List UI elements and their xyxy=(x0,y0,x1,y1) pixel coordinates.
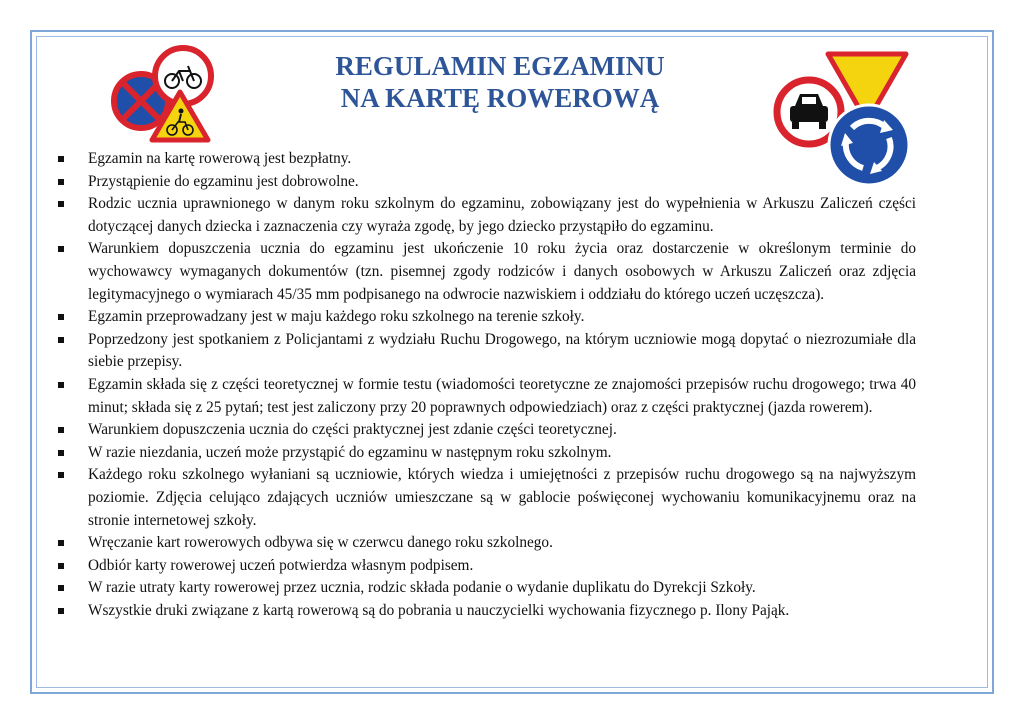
list-item: Przystąpienie do egzaminu jest dobrowolne. xyxy=(58,171,916,194)
list-item: W razie utraty karty rowerowej przez ucznia, rodzic składa podanie o wydanie duplikatu do Dyrekcji Szkoły. xyxy=(58,577,916,600)
bullet-icon xyxy=(58,450,64,456)
bullet-icon xyxy=(58,427,64,433)
list-item: Warunkiem dopuszczenia ucznia do egzaminu jest ukończenie 10 roku życia oraz dostarczenie w określonym terminie do wychowawcy wymaganych dokumentów (tzn. pisemnej zgody rodziców i danych osobowych w Arkuszu Zaliczeń oraz zdjęcia legitymacyjnego o wymiarach 45/35 mm podpisanego na odwrocie nazwiskiem i oddziału do którego uczeń uczęszcza). xyxy=(58,238,916,306)
list-item: Warunkiem dopuszczenia ucznia do części praktycznej jest zdanie części teoretycznej. xyxy=(58,419,916,442)
rules-list xyxy=(58,148,916,622)
list-item: Egzamin na kartę rowerową jest bezpłatny. xyxy=(58,148,916,171)
page-title xyxy=(250,50,750,114)
bullet-icon xyxy=(58,585,64,591)
bullet-icon xyxy=(58,382,64,388)
bullet-icon xyxy=(58,314,64,320)
bullet-icon xyxy=(58,201,64,207)
bullet-icon xyxy=(58,472,64,478)
list-item: Odbiór karty rowerowej uczeń potwierdza własnym podpisem. xyxy=(58,555,916,578)
list-item: Rodzic ucznia uprawnionego w danym roku szkolnym do egzaminu, zobowiązany jest do wypełnienia w Arkuszu Zaliczeń części dotyczącej danych dziecka i zaznaczenia czy wyraża zgodę, by jego dziecko przystąpiło do egzaminu. xyxy=(58,193,916,238)
bullet-icon xyxy=(58,608,64,614)
left-signs xyxy=(108,44,218,144)
list-item: Egzamin przeprowadzany jest w maju każdego roku szkolnego na terenie szkoły. xyxy=(58,306,916,329)
title-line-2: NA KARTĘ ROWEROWĄ xyxy=(340,83,660,113)
bullet-icon xyxy=(58,540,64,546)
list-item: Każdego roku szkolnego wyłaniani są uczniowie, których wiedza i umiejętności z przepisów ruchu drogowego są na najwyższym poziomie. Zdjęcia celująco zdających uczniów umieszczane są w gablocie poświęconej wychowaniu komunikacyjnemu oraz na stronie internetowej szkoły. xyxy=(58,464,916,532)
list-item: Wszystkie druki związane z kartą rowerową są do pobrania u nauczycielki wychowania fizycznego p. Ilony Pająk. xyxy=(58,600,916,623)
list-item: Wręczanie kart rowerowych odbywa się w czerwcu danego roku szkolnego. xyxy=(58,532,916,555)
list-item: Egzamin składa się z części teoretycznej w formie testu (wiadomości teoretyczne ze znajomości przepisów ruchu drogowego; trwa 40 minut; składa się z 25 pytań; test jest zaliczony przy 20 poprawnych odpowiedziach) oraz z części praktycznej (jazda rowerem). xyxy=(58,374,916,419)
bullet-icon xyxy=(58,246,64,252)
list-item: Poprzedzony jest spotkaniem z Policjantami z wydziału Ruchu Drogowego, na którym uczniowie mogą dopytać o niezrozumiałe dla siebie przepisy. xyxy=(58,329,916,374)
title-line-1: REGULAMIN EGZAMINU xyxy=(335,51,665,81)
list-item: W razie niezdania, uczeń może przystąpić do egzaminu w następnym roku szkolnym. xyxy=(58,442,916,465)
bullet-icon xyxy=(58,179,64,185)
bullet-icon xyxy=(58,156,64,162)
bullet-icon xyxy=(58,563,64,569)
bullet-icon xyxy=(58,337,64,343)
